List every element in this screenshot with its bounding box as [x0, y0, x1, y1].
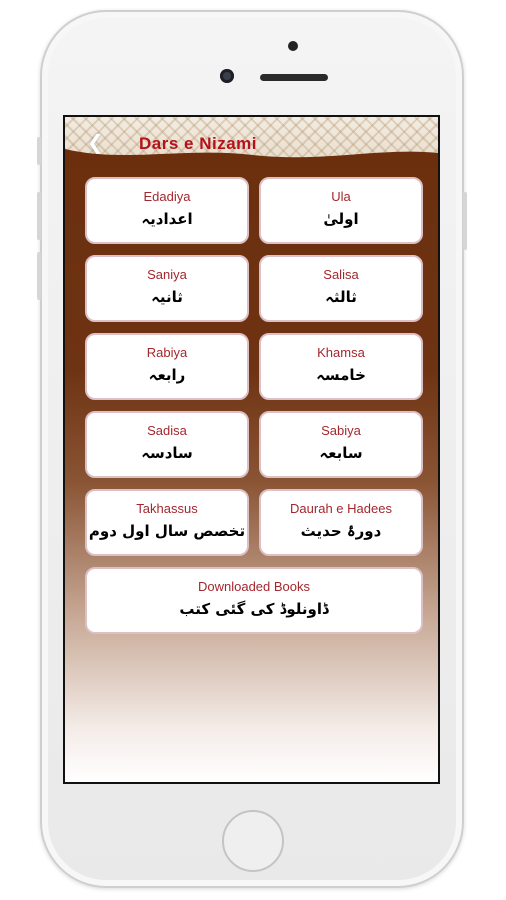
volume-down-button	[37, 252, 41, 300]
card-english-label: Sadisa	[147, 423, 187, 438]
card-edadiya[interactable]	[85, 177, 249, 244]
card-urdu-label: ثالثہ	[325, 288, 357, 306]
card-ula[interactable]	[259, 177, 423, 244]
card-english-label: Saniya	[147, 267, 187, 282]
home-button[interactable]	[222, 810, 284, 872]
card-khamsa[interactable]	[259, 333, 423, 400]
card-english-label: Salisa	[323, 267, 359, 282]
volume-up-button	[37, 192, 41, 240]
back-arrow-icon[interactable]: ❮	[87, 130, 104, 154]
card-daurah-e-hadees[interactable]	[259, 489, 423, 556]
card-takhassus[interactable]	[85, 489, 249, 556]
page-title: Dars e Nizami	[139, 134, 257, 153]
card-english-label: Rabiya	[146, 345, 188, 360]
card-english-label: Ula	[331, 189, 351, 204]
card-english-label: Takhassus	[136, 501, 198, 516]
card-sadisa[interactable]	[85, 411, 249, 478]
card-sabiya[interactable]	[259, 411, 423, 478]
card-english-label: Daurah e Hadees	[290, 501, 392, 516]
card-urdu-label: خامسہ	[316, 366, 366, 384]
front-camera	[220, 69, 234, 83]
power-button	[463, 192, 467, 250]
card-saniya[interactable]	[85, 255, 249, 322]
card-english-label: Sabiya	[321, 423, 361, 438]
app-screen	[63, 115, 440, 784]
card-urdu-label: اعدادیہ	[141, 210, 193, 228]
card-urdu-label: اولیٰ	[323, 210, 359, 228]
card-english-label: Khamsa	[317, 345, 365, 360]
front-sensor	[288, 41, 298, 51]
app-header	[65, 117, 438, 163]
card-urdu-label: ثانیہ	[151, 288, 183, 306]
earpiece-speaker	[260, 74, 328, 81]
card-urdu-label: تخصص سال اول دوم	[88, 522, 246, 540]
card-rabiya[interactable]	[85, 333, 249, 400]
card-salisa[interactable]	[259, 255, 423, 322]
card-english-label: Edadiya	[143, 189, 191, 204]
card-english-label: Downloaded Books	[197, 579, 311, 594]
card-urdu-label: سابعہ	[319, 444, 363, 462]
mute-switch	[37, 137, 41, 165]
card-urdu-label: ڈاونلوڈ کی گئی کتب	[179, 600, 329, 618]
card-urdu-label: دورۂ حدیث	[300, 522, 382, 540]
card-urdu-label: سادسہ	[141, 444, 193, 462]
card-downloaded-books[interactable]	[85, 567, 423, 634]
card-urdu-label: رابعہ	[148, 366, 186, 384]
